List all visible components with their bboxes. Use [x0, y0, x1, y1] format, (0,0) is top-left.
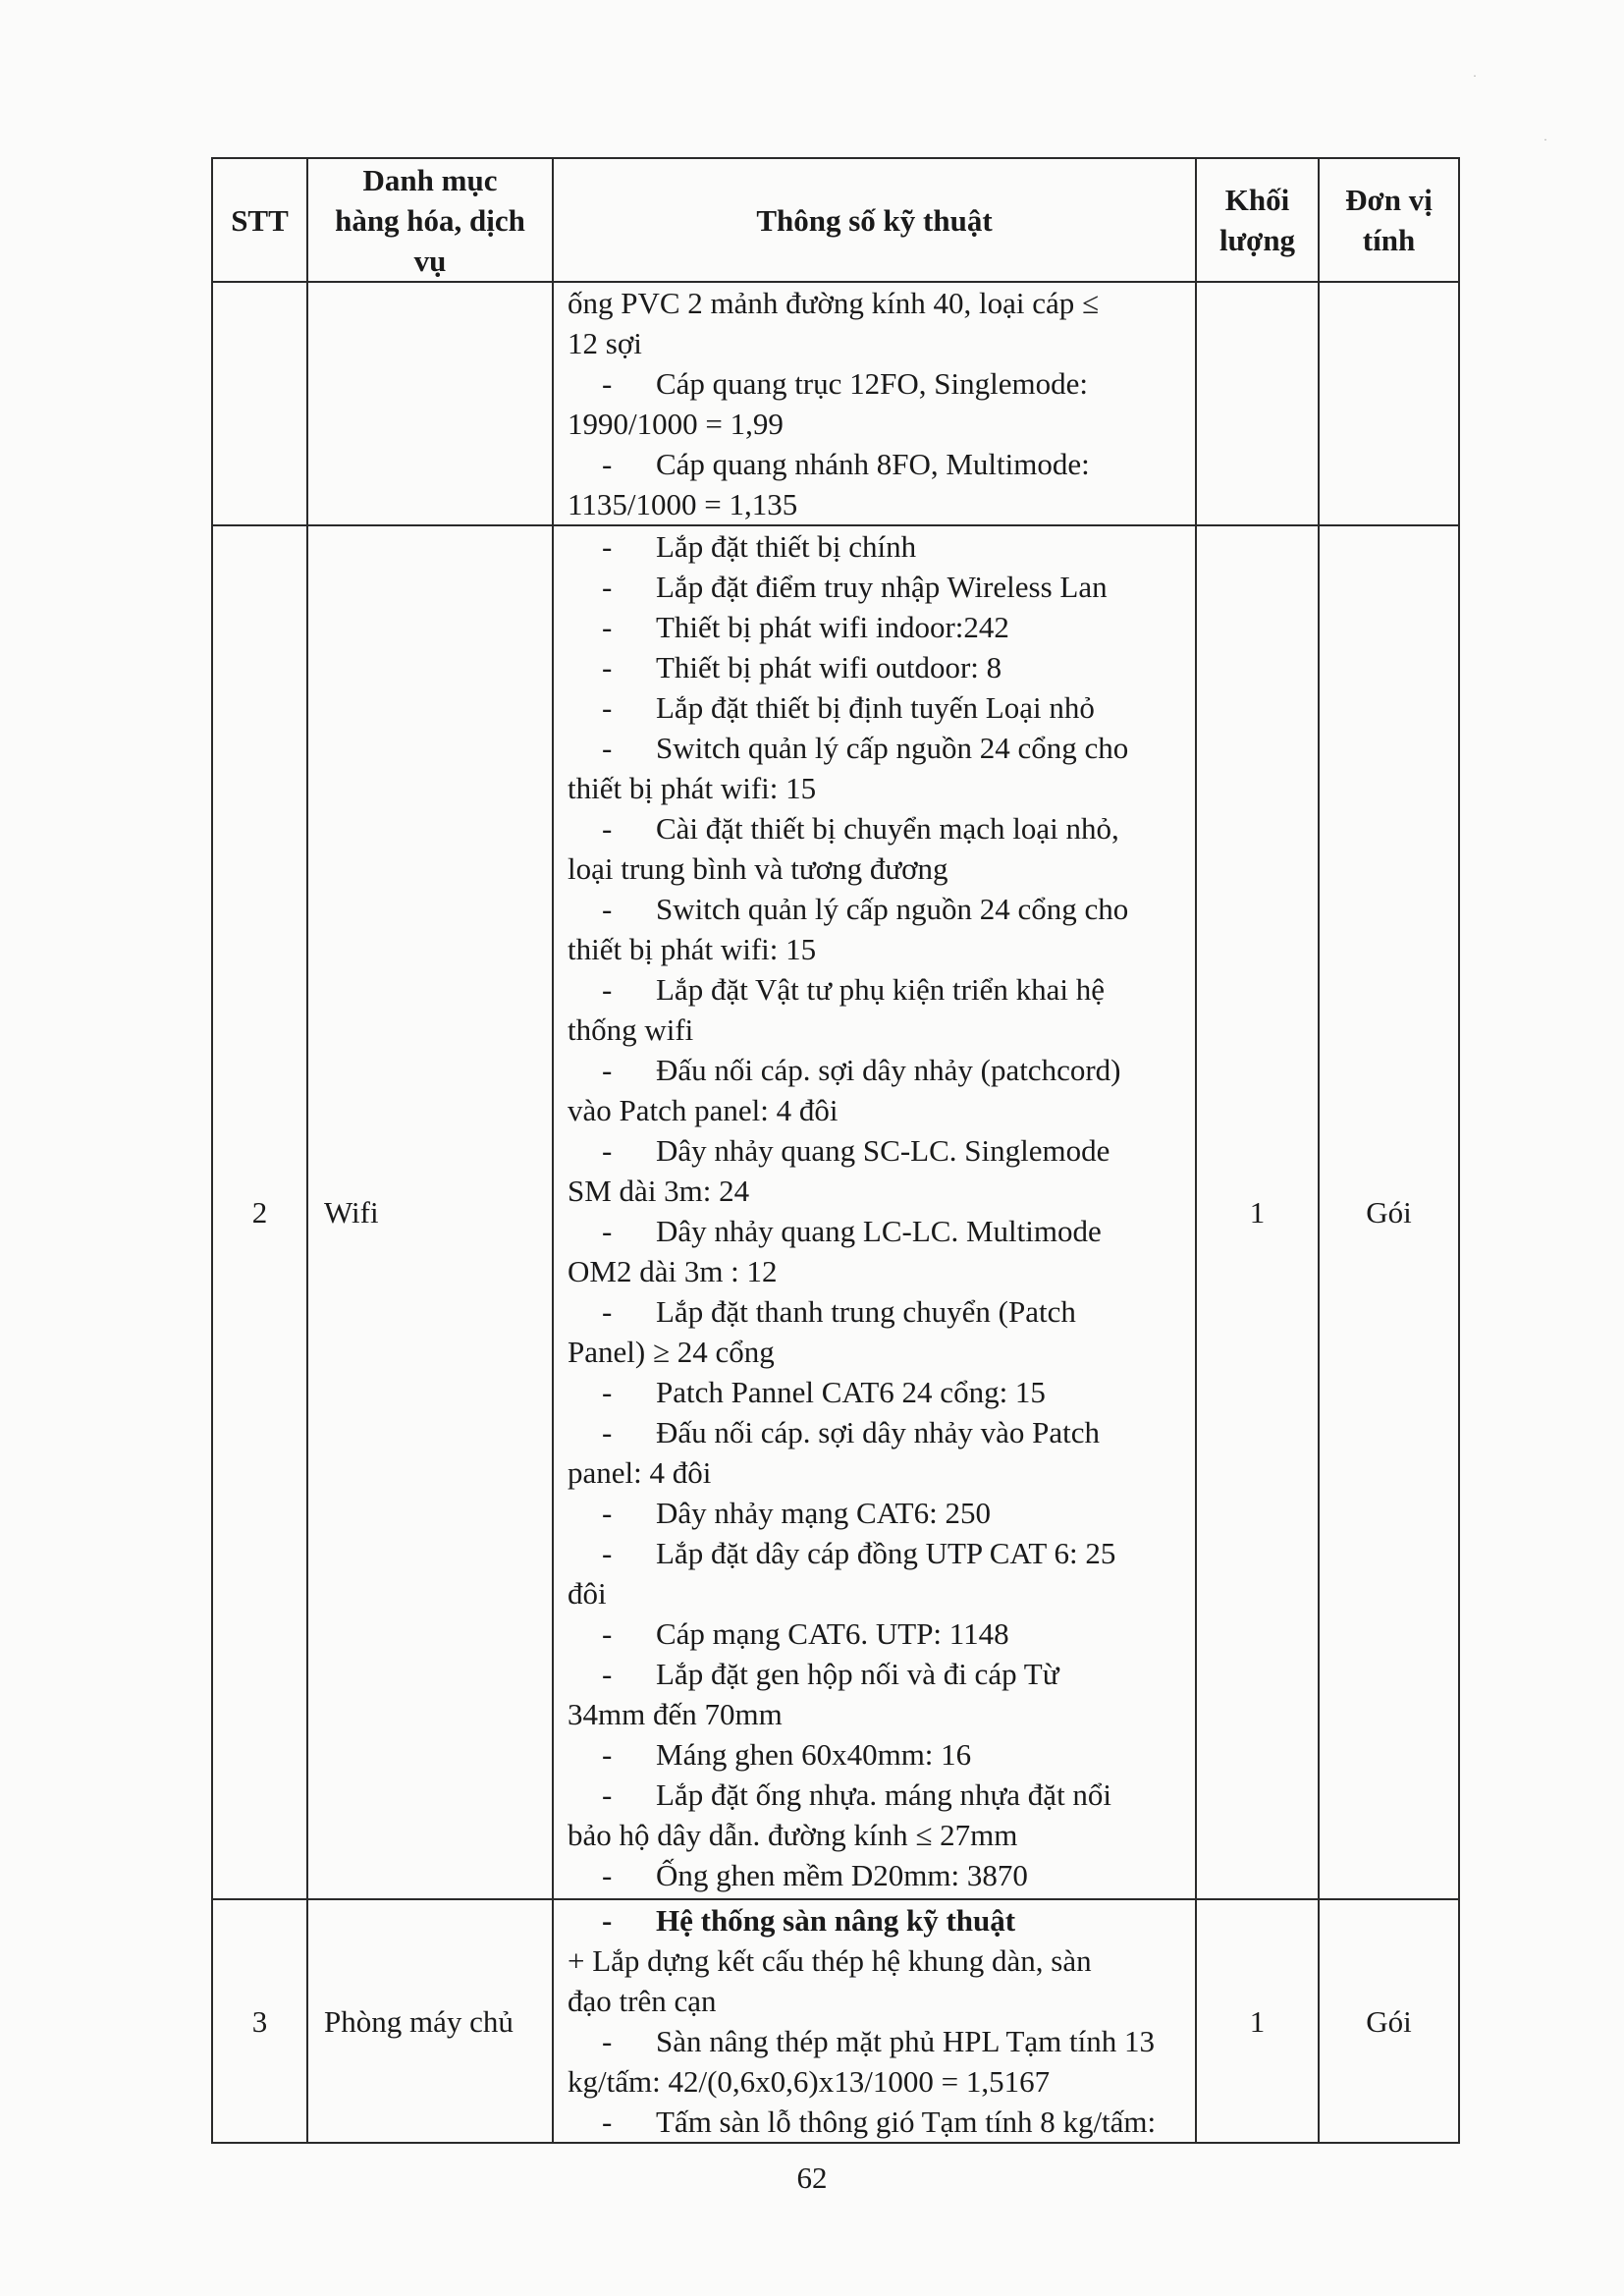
- row-name: [307, 282, 553, 525]
- spec-line-text: Cáp mạng CAT6. UTP: 1148: [656, 1616, 1009, 1651]
- spec-line-text: kg/tấm: 42/(0,6x0,6)x13/1000 = 1,5167: [568, 2064, 1051, 2099]
- spec-line-text: Panel) ≥ 24 cổng: [568, 1335, 775, 1369]
- row-spec: [553, 1899, 1196, 2143]
- spec-line-text: Lắp đặt thiết bị định tuyến Loại nhỏ: [656, 690, 1095, 725]
- spec-line: [568, 1900, 1185, 1941]
- spec-line: [568, 768, 1185, 808]
- spec-line-text: Lắp đặt thiết bị chính: [656, 529, 917, 564]
- header-stt: STT: [212, 158, 307, 282]
- spec-line-text: 34mm đến 70mm: [568, 1697, 783, 1731]
- spec-line: [568, 363, 1185, 404]
- spec-line: [568, 1372, 1185, 1412]
- spec-line-text: Switch quản lý cấp nguồn 24 cổng cho: [656, 892, 1129, 926]
- bullet-dash: -: [602, 811, 613, 846]
- spec-line-text: 1135/1000 = 1,135: [568, 487, 798, 521]
- spec-line: [568, 1332, 1185, 1372]
- spec-line: [568, 323, 1185, 363]
- bullet-dash: -: [602, 690, 613, 725]
- spec-line-text: Đấu nối cáp. sợi dây nhảy (patchcord): [656, 1053, 1121, 1087]
- bullet-dash: -: [602, 731, 613, 765]
- spec-line-text: Dây nhảy quang SC-LC. Singlemode: [656, 1133, 1110, 1168]
- spec-line: [568, 848, 1185, 889]
- spec-line-text: 12 sợi: [568, 326, 642, 360]
- spec-line: [568, 1130, 1185, 1171]
- row-name: Phòng máy chủ: [307, 1899, 553, 2143]
- spec-line: [568, 404, 1185, 444]
- spec-line-text: Dây nhảy mạng CAT6: 250: [656, 1496, 991, 1530]
- spec-line: [568, 728, 1185, 768]
- spec-line-text: thiết bị phát wifi: 15: [568, 771, 817, 805]
- spec-line-text: Hệ thống sàn nâng kỹ thuật: [656, 1903, 1016, 1938]
- spec-line-text: panel: 4 đôi: [568, 1455, 712, 1490]
- spec-line: [568, 1010, 1185, 1050]
- spec-line: [568, 1981, 1185, 2021]
- spec-line-text: Tấm sàn lỗ thông gió Tạm tính 8 kg/tấm:: [656, 2105, 1157, 2139]
- spec-table: [211, 157, 1460, 2144]
- table-row: [212, 282, 1459, 525]
- spec-line-text: Cáp quang trục 12FO, Singlemode:: [656, 366, 1088, 401]
- table-row: [212, 525, 1459, 1899]
- spec-line-text: Ống ghen mềm D20mm: 3870: [656, 1858, 1028, 1892]
- bullet-dash: -: [602, 1903, 613, 1938]
- row-stt: 2: [212, 525, 307, 1899]
- spec-line-text: Cáp quang nhánh 8FO, Multimode:: [656, 447, 1090, 481]
- bullet-dash: -: [602, 1616, 613, 1651]
- spec-line: [568, 647, 1185, 687]
- bullet-dash: -: [602, 892, 613, 926]
- spec-line: [568, 1775, 1185, 1815]
- row-qty: 1: [1196, 525, 1319, 1899]
- bullet-dash: -: [602, 1133, 613, 1168]
- row-unit: Gói: [1319, 1899, 1459, 2143]
- spec-line: [568, 1734, 1185, 1775]
- bullet-dash: -: [602, 529, 613, 564]
- bullet-dash: -: [602, 1777, 613, 1812]
- spec-line: [568, 526, 1185, 567]
- bullet-dash: -: [602, 1536, 613, 1570]
- header-qty: Khối lượng: [1196, 158, 1319, 282]
- row-name: Wifi: [307, 525, 553, 1899]
- spec-line-text: Sàn nâng thép mặt phủ HPL Tạm tính 13: [656, 2024, 1156, 2058]
- spec-line-text: Cài đặt thiết bị chuyển mạch loại nhỏ,: [656, 811, 1119, 846]
- spec-line: [568, 1654, 1185, 1694]
- spec-line: [568, 1412, 1185, 1452]
- spec-line: [568, 1251, 1185, 1291]
- row-stt: [212, 282, 307, 525]
- bullet-dash: -: [602, 1496, 613, 1530]
- bullet-dash: -: [602, 447, 613, 481]
- bullet-dash: -: [602, 1294, 613, 1329]
- bullet-dash: -: [602, 972, 613, 1007]
- spec-line: [568, 1613, 1185, 1654]
- spec-line: [568, 1050, 1185, 1090]
- spec-line: [568, 1941, 1185, 1981]
- row-unit: Gói: [1319, 525, 1459, 1899]
- spec-line-text: Patch Pannel CAT6 24 cổng: 15: [656, 1375, 1046, 1409]
- spec-line: [568, 929, 1185, 969]
- bullet-dash: -: [602, 1053, 613, 1087]
- header-name: Danh mục hàng hóa, dịch vụ: [307, 158, 553, 282]
- bullet-dash: -: [602, 610, 613, 644]
- spec-line: [568, 567, 1185, 607]
- spec-line-text: Lắp đặt ống nhựa. máng nhựa đặt nổi: [656, 1777, 1112, 1812]
- spec-line: [568, 444, 1185, 484]
- row-stt: 3: [212, 1899, 307, 2143]
- spec-line-text: Lắp đặt dây cáp đồng UTP CAT 6: 25: [656, 1536, 1116, 1570]
- bullet-dash: -: [602, 1858, 613, 1892]
- spec-line-text: vào Patch panel: 4 đôi: [568, 1093, 839, 1127]
- spec-line-text: bảo hộ dây dẫn. đường kính ≤ 27mm: [568, 1818, 1018, 1852]
- spec-line: [568, 1211, 1185, 1251]
- bullet-dash: -: [602, 1737, 613, 1772]
- spec-line-text: Lắp đặt Vật tư phụ kiện triển khai hệ: [656, 972, 1105, 1007]
- spec-line: [568, 1533, 1185, 1573]
- spec-line-text: Thiết bị phát wifi indoor:242: [656, 610, 1009, 644]
- spec-line-text: thiết bị phát wifi: 15: [568, 932, 817, 966]
- bullet-dash: -: [602, 1214, 613, 1248]
- spec-line: [568, 484, 1185, 524]
- scan-speck: ·: [1473, 69, 1477, 82]
- spec-line: [568, 607, 1185, 647]
- bullet-dash: -: [602, 366, 613, 401]
- spec-line-text: Lắp đặt thanh trung chuyển (Patch: [656, 1294, 1076, 1329]
- spec-line: [568, 889, 1185, 929]
- spec-line-text: Đấu nối cáp. sợi dây nhảy vào Patch: [656, 1415, 1100, 1449]
- spec-line: [568, 1291, 1185, 1332]
- row-unit: [1319, 282, 1459, 525]
- spec-line-text: thống wifi: [568, 1012, 694, 1047]
- spec-line: [568, 2061, 1185, 2102]
- spec-line-text: Máng ghen 60x40mm: 16: [656, 1737, 972, 1772]
- spec-line-text: 1990/1000 = 1,99: [568, 407, 784, 441]
- row-qty: [1196, 282, 1319, 525]
- header-unit: Đơn vị tính: [1319, 158, 1459, 282]
- spec-line-text: đôi: [568, 1576, 607, 1611]
- spec-line: [568, 1493, 1185, 1533]
- bullet-dash: -: [602, 1375, 613, 1409]
- spec-line-text: loại trung bình và tương đương: [568, 851, 948, 886]
- bullet-dash: -: [602, 2105, 613, 2139]
- bullet-dash: -: [602, 2024, 613, 2058]
- spec-line: [568, 1815, 1185, 1855]
- spec-line-text: Switch quản lý cấp nguồn 24 cổng cho: [656, 731, 1129, 765]
- bullet-dash: -: [602, 650, 613, 684]
- row-spec: [553, 282, 1196, 525]
- bullet-dash: -: [602, 1657, 613, 1691]
- spec-line: [568, 2102, 1185, 2142]
- page-number: 62: [796, 2160, 828, 2195]
- table-header: [212, 158, 1459, 282]
- spec-line-text: ống PVC 2 mảnh đường kính 40, loại cáp ≤: [568, 286, 1100, 320]
- spec-line: [568, 969, 1185, 1010]
- spec-line-text: đạo trên cạn: [568, 1984, 717, 2018]
- spec-line: [568, 1573, 1185, 1613]
- bullet-dash: -: [602, 570, 613, 604]
- bullet-dash: -: [602, 1415, 613, 1449]
- spec-line-text: Lắp đặt gen hộp nối và đi cáp Từ: [656, 1657, 1059, 1691]
- spec-line: [568, 1452, 1185, 1493]
- spec-line: [568, 1694, 1185, 1734]
- spec-line-text: OM2 dài 3m : 12: [568, 1254, 778, 1288]
- spec-line: [568, 687, 1185, 728]
- spec-line: [568, 2021, 1185, 2061]
- spec-line-text: Dây nhảy quang LC-LC. Multimode: [656, 1214, 1102, 1248]
- spec-line-text: Thiết bị phát wifi outdoor: 8: [656, 650, 1002, 684]
- spec-line-text: + Lắp dựng kết cấu thép hệ khung dàn, sàn: [568, 1943, 1092, 1978]
- scan-speck: ·: [1543, 133, 1547, 146]
- spec-line: [568, 1171, 1185, 1211]
- spec-line: [568, 283, 1185, 323]
- row-spec: [553, 525, 1196, 1899]
- spec-line-text: SM dài 3m: 24: [568, 1174, 750, 1208]
- table-row: [212, 1899, 1459, 2143]
- spec-line: [568, 1855, 1185, 1895]
- header-spec: Thông số kỹ thuật: [553, 158, 1196, 282]
- row-qty: 1: [1196, 1899, 1319, 2143]
- spec-line: [568, 1090, 1185, 1130]
- spec-line: [568, 808, 1185, 848]
- spec-line-text: Lắp đặt điểm truy nhập Wireless Lan: [656, 570, 1108, 604]
